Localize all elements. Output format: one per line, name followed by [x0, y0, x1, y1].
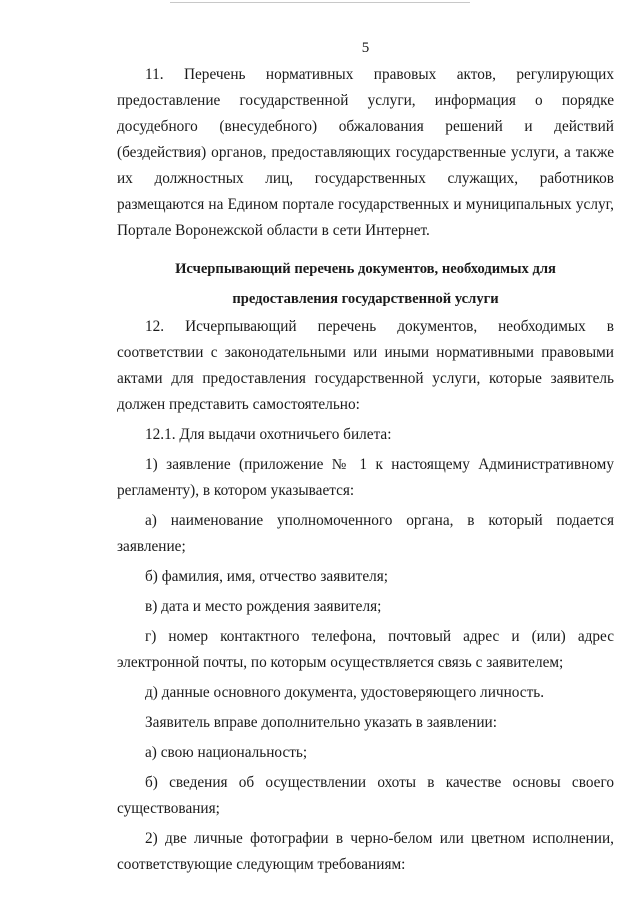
item-1-application: 1) заявление (приложение № 1 к настоящему Административному регламенту), в котором указывается: [117, 456, 614, 499]
paragraph-11: 11. Перечень нормативных правовых актов, регулирующих предоставление государственной услуги, информация о порядке досудебного (внесудебного) обжалования решений и действий (бездействия) органов, предоставляющих государственные услуги, а также их должностных лиц, государственных служащих, работников размещаются на Едином портале государственных и муниципальных услуг, Портале Воронежской области в сети Интернет. [117, 66, 614, 239]
section-heading-line2: предоставления государственной услуги [232, 291, 499, 307]
paragraph-12: 12. Исчерпывающий перечень документов, необходимых в соответствии с законодательными или иными нормативными правовыми актами для предоставления государственной услуги, которые заявитель должен представить самостоятельно: [117, 318, 614, 413]
page-number: 5 [361, 40, 370, 56]
section-heading-line1: Исчерпывающий перечень документов, необходимых для [175, 261, 556, 277]
section-heading [117, 254, 614, 314]
item-b-name: б) фамилия, имя, отчество заявителя; [145, 568, 389, 585]
item-2-photos: 2) две личные фотографии в черно-белом или цветном исполнении, соответствующие следующим требованиям: [117, 830, 614, 873]
document-body [117, 62, 614, 878]
item-d-identity: д) данные основного документа, удостоверяющего личность. [145, 684, 545, 701]
optional-item-a-nationality: а) свою национальность; [145, 744, 308, 761]
item-v-birth: в) дата и место рождения заявителя; [145, 598, 382, 615]
optional-info-intro: Заявитель вправе дополнительно указать в заявлении: [145, 714, 497, 731]
item-a-authority: а) наименование уполномоченного органа, в который подается заявление; [117, 512, 614, 555]
item-g-contacts: г) номер контактного телефона, почтовый адрес и (или) адрес электронной почты, по которым осуществляется связь с заявителем; [117, 628, 614, 671]
paragraph-12-1: 12.1. Для выдачи охотничьего билета: [145, 426, 392, 443]
optional-item-b-hunting: б) сведения об осуществлении охоты в качестве основы своего существования; [117, 774, 614, 817]
scan-top-edge [170, 2, 470, 3]
